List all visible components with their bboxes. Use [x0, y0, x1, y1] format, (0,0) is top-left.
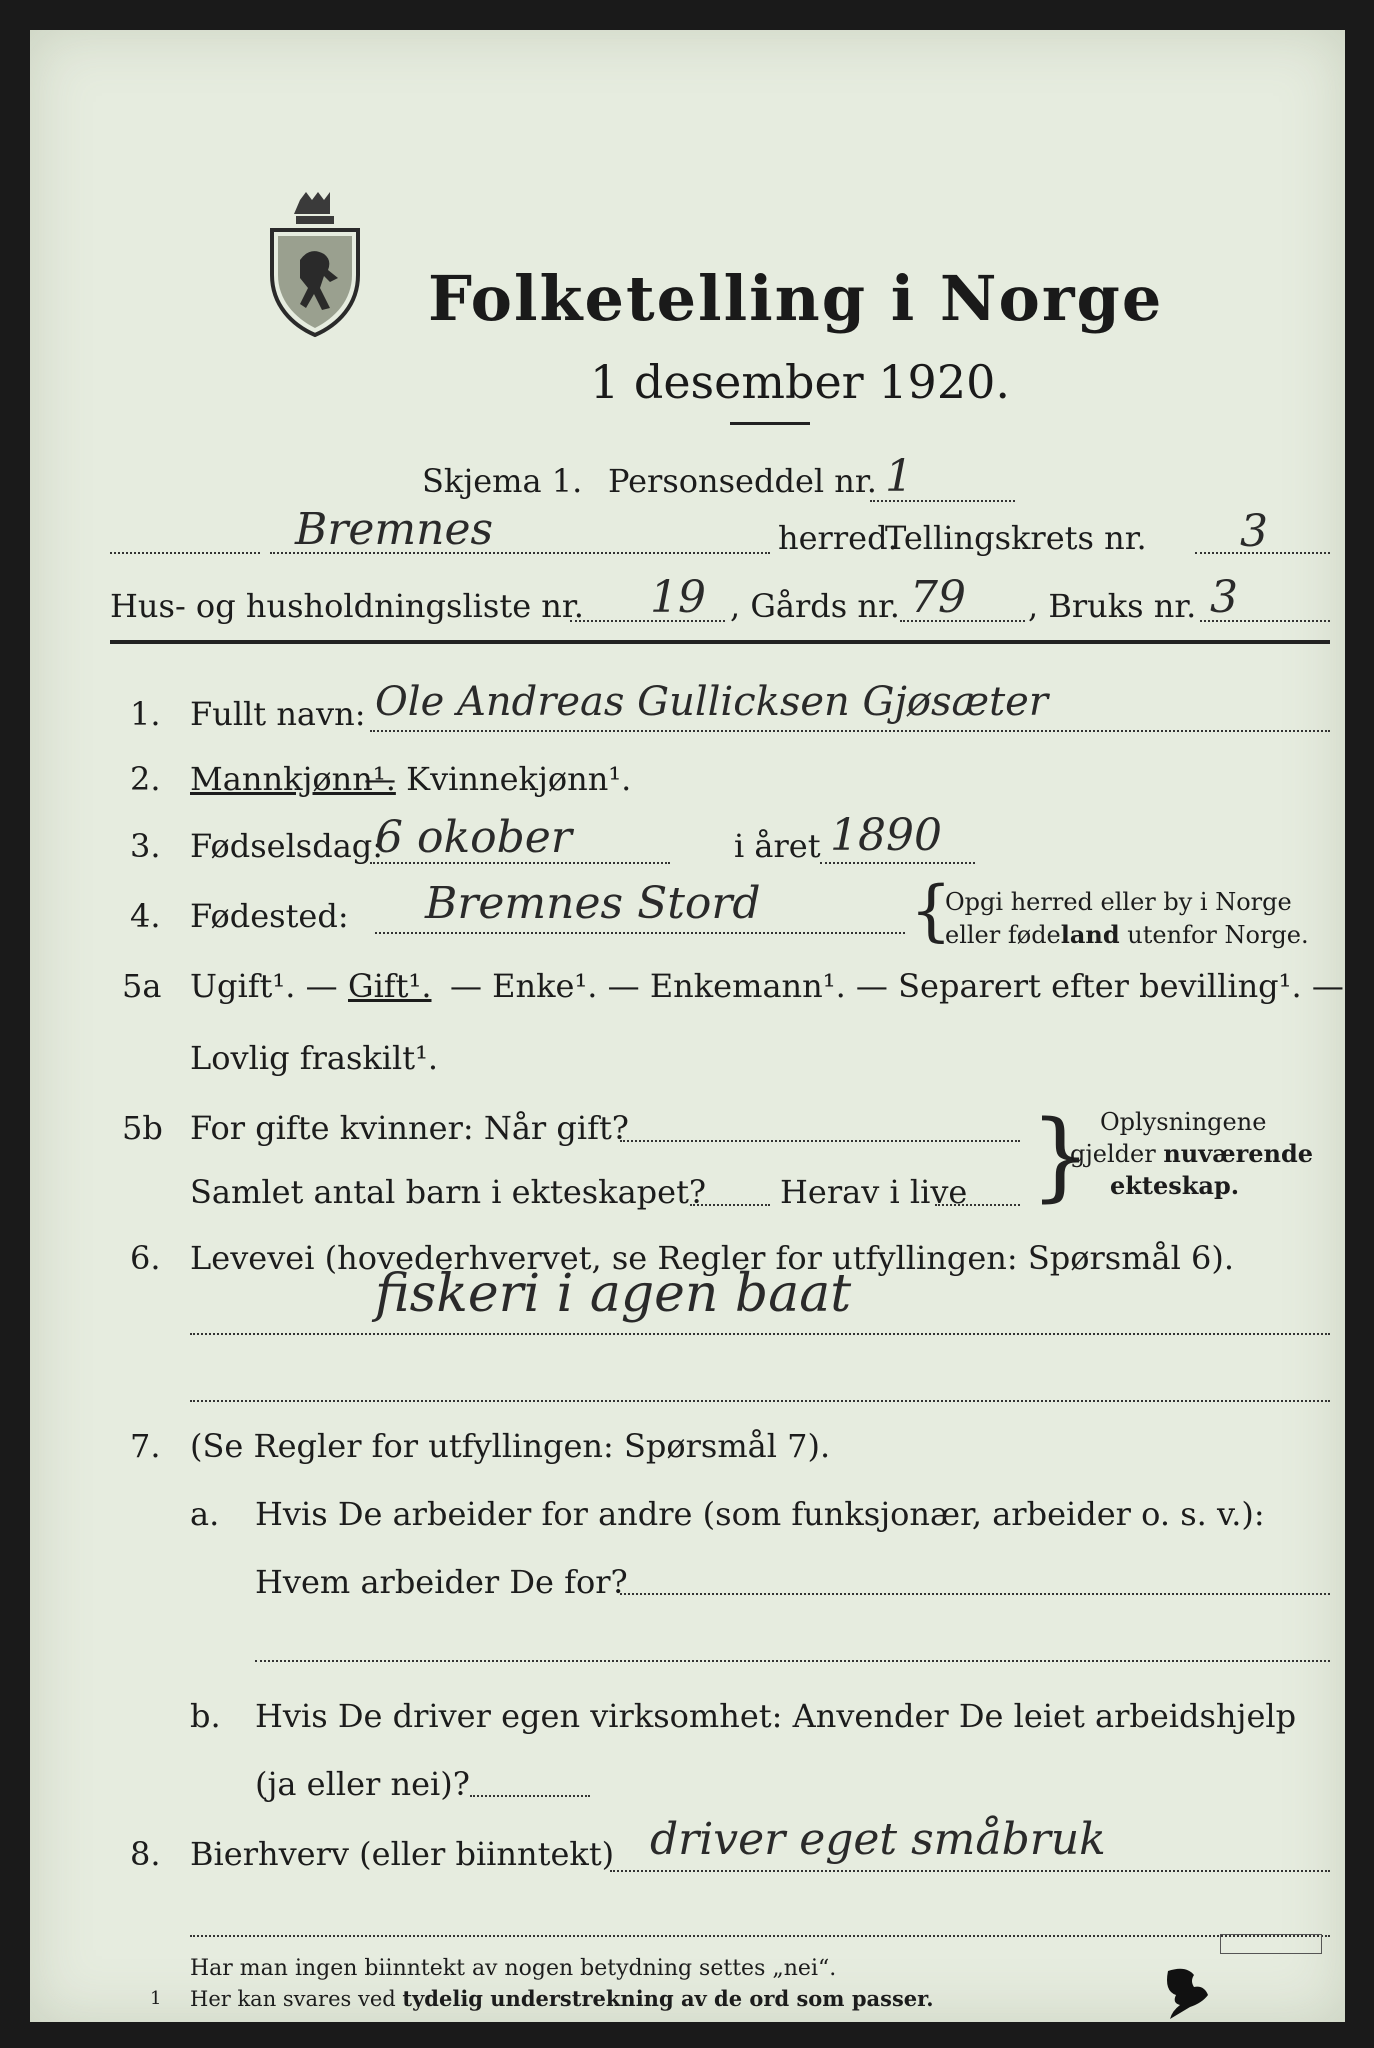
tellingskrets-line — [1195, 552, 1330, 554]
q5b-note-line2b: nuværende — [1163, 1139, 1314, 1168]
side-income-line-2 — [190, 1935, 1330, 1937]
birthplace-value: Bremnes Stord — [425, 878, 761, 929]
header-rule — [110, 640, 1330, 644]
married-when-line — [620, 1140, 1020, 1142]
birthday-value: 6 okober — [375, 812, 572, 863]
q5b-brace: } — [1030, 1100, 1092, 1212]
q6-label: Levevei (hovederhvervet, se Regler for utfyllingen: Spørsmål 6). — [190, 1239, 1235, 1277]
birth-year-value: 1890 — [830, 810, 942, 861]
footnote-marker: 1 — [150, 1988, 162, 2009]
kvinnekjonn-option: — Kvinnekjønn¹. — [364, 760, 632, 798]
q1-number: 1. — [130, 695, 161, 733]
birth-year-line — [820, 862, 975, 864]
q3-label: Fødselsdag: — [190, 827, 384, 865]
q7-number: 7. — [130, 1427, 161, 1465]
tellingskrets-value: 3 — [1240, 506, 1268, 557]
q4-number: 4. — [130, 897, 161, 935]
nei-note: Har man ingen biinntekt av nogen betydning settes „nei“. — [190, 1956, 837, 1981]
q4-label: Fødested: — [190, 897, 349, 935]
q5a-number: 5a — [122, 967, 162, 1005]
gift-option: Gift¹. — [348, 967, 432, 1005]
herred-value: Bremnes — [295, 504, 494, 555]
bruks-label: , Bruks nr. — [1028, 587, 1197, 625]
ink-blot — [1158, 1965, 1228, 2022]
side-income-line-1 — [610, 1870, 1330, 1872]
full-name-line — [370, 730, 1330, 732]
year-label: i året — [734, 827, 821, 865]
side-income-value: driver eget småbruk — [650, 1814, 1106, 1865]
herred-line-left — [110, 552, 260, 554]
q5b-note-line1: Oplysningene — [1100, 1108, 1267, 1136]
herred-line — [270, 552, 770, 554]
census-date: 1 desember 1920. — [590, 355, 1010, 409]
coat-of-arms-icon — [260, 190, 370, 340]
mannkjonn-option: Mannkjønn¹. — [190, 760, 396, 798]
q8-label: Bierhverv (eller biinntekt) — [190, 1835, 615, 1873]
birthday-line — [370, 862, 670, 864]
tellingskrets-label: Tellingskrets nr. — [885, 519, 1147, 557]
personseddel-label: Personseddel nr. — [608, 462, 877, 500]
q1-label: Fullt navn: — [190, 695, 366, 733]
gards-label: , Gårds nr. — [730, 587, 900, 625]
title-divider — [730, 422, 810, 425]
hus-value: 19 — [650, 572, 706, 623]
q5b-label: For gifte kvinner: Når gift? — [190, 1109, 629, 1147]
q4-note-line2b: land — [1060, 920, 1120, 949]
hired-help-line — [470, 1795, 590, 1797]
q5b-note-line3: ekteskap. — [1110, 1171, 1240, 1200]
employer-line-1 — [620, 1593, 1330, 1595]
occupation-line-2 — [190, 1400, 1330, 1402]
form-title: Folketelling i Norge — [428, 262, 1164, 335]
full-name-value: Ole Andreas Gullicksen Gjøsæter — [375, 679, 1048, 725]
birthplace-line — [375, 932, 905, 934]
q3-number: 3. — [130, 827, 161, 865]
herred-label: herred. — [778, 519, 898, 557]
q7-label: (Se Regler for utfyllingen: Spørsmål 7). — [190, 1427, 831, 1465]
lovlig-fraskilt-option: Lovlig fraskilt¹. — [190, 1039, 439, 1077]
footnote-text-a: Her kan svares ved — [190, 1987, 403, 2011]
herav-line — [935, 1204, 1020, 1206]
printer-stamp — [1220, 1934, 1322, 1954]
q5b-number: 5b — [122, 1109, 163, 1147]
q7a-question: Hvem arbeider De for? — [255, 1563, 628, 1601]
employer-line-2 — [255, 1660, 1330, 1662]
hus-line — [570, 620, 725, 622]
gards-value: 79 — [910, 572, 966, 623]
q7b-letter: b. — [190, 1697, 221, 1735]
personseddel-line — [870, 500, 1015, 502]
q5b-note-line2a: gjelder — [1070, 1140, 1164, 1168]
gards-line — [900, 620, 1025, 622]
q6-number: 6. — [130, 1239, 161, 1277]
census-form — [30, 30, 1345, 2022]
q7a-letter: a. — [190, 1495, 220, 1533]
herav-label: Herav i live — [780, 1173, 968, 1211]
q4-note-line2a: eller føde — [945, 921, 1061, 949]
bruks-value: 3 — [1210, 572, 1238, 623]
q7b-question: (ja eller nei)? — [255, 1765, 470, 1803]
children-line — [690, 1204, 770, 1206]
q8-number: 8. — [130, 1835, 161, 1873]
q4-note-line1: Opgi herred eller by i Norge — [945, 888, 1292, 916]
personseddel-value: 1 — [885, 451, 913, 502]
hus-label: Hus- og husholdningsliste nr. — [110, 587, 584, 625]
schema-label: Skjema 1. — [422, 462, 583, 500]
q7b-text: Hvis De driver egen virksomhet: Anvender De leiet arbeidshjelp — [255, 1697, 1297, 1735]
occupation-line-1 — [190, 1333, 1330, 1335]
q7a-text: Hvis De arbeider for andre (som funksjonær, arbeider o. s. v.): — [255, 1495, 1265, 1533]
q5b-children-label: Samlet antal barn i ekteskapet? — [190, 1173, 707, 1211]
q4-brace: { — [910, 872, 952, 949]
footnote-text-b: tydelig understrekning av de ord som passer. — [402, 1986, 934, 2011]
bruks-line — [1200, 620, 1330, 622]
ugift-option: Ugift¹. — — [190, 967, 338, 1005]
q2-number: 2. — [130, 760, 161, 798]
q4-note-line2c: utenfor Norge. — [1119, 921, 1309, 949]
q5a-other-options: — Enke¹. — Enkemann¹. — Separert efter bevilling¹. — — [450, 967, 1344, 1005]
occupation-value: fiskeri i agen baat — [375, 1264, 852, 1324]
